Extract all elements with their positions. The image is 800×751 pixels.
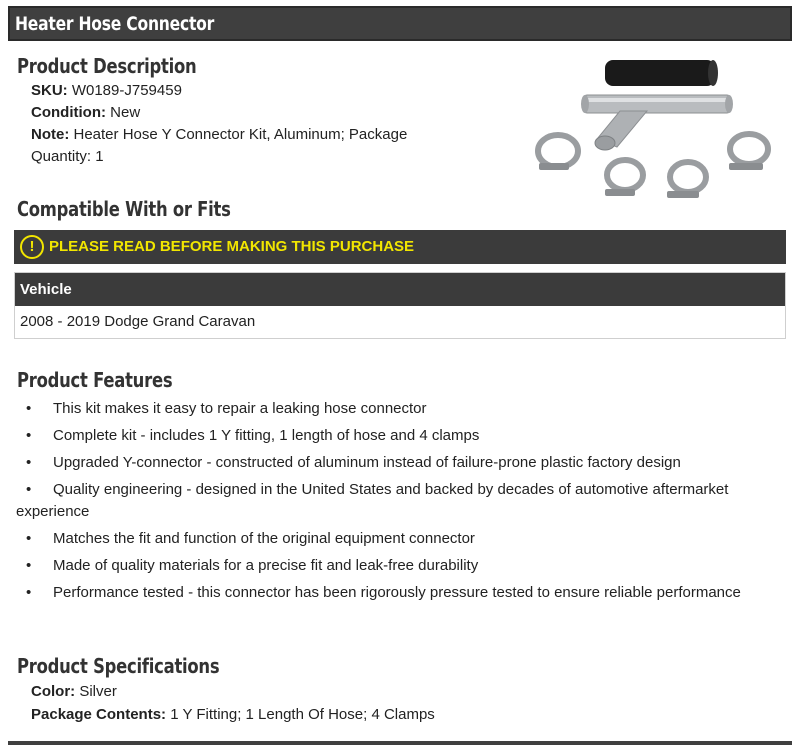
bottom-divider (8, 741, 792, 745)
hose-image (605, 60, 715, 86)
list-item (16, 398, 786, 420)
product-image (525, 55, 795, 215)
package-contents-label: Package Contents: (31, 706, 167, 723)
bullet-icon: • (26, 557, 32, 574)
vehicle-table (14, 272, 786, 339)
package-contents-row (31, 706, 435, 723)
list-item (16, 479, 786, 523)
bullet-icon: • (26, 400, 32, 417)
warning-icon: ! (20, 235, 44, 259)
sku-row (31, 82, 182, 99)
page-title: Heater Hose Connector (15, 13, 215, 35)
product-specifications-heading: Product Specifications (17, 654, 220, 678)
list-item (16, 582, 786, 604)
features-list (16, 398, 786, 609)
bullet-icon: • (26, 584, 32, 601)
product-description-heading: Product Description (17, 54, 197, 78)
condition-row (31, 104, 140, 121)
note-row (31, 126, 407, 143)
list-item (16, 452, 786, 474)
feature-text: Made of quality materials for a precise fit and leak-free durability (53, 557, 479, 574)
y-fitting-image (581, 95, 733, 150)
product-features-heading: Product Features (17, 368, 173, 392)
color-row (31, 683, 117, 700)
package-contents-value: 1 Y Fitting; 1 Length Of Hose; 4 Clamps (170, 706, 435, 723)
feature-text: This kit makes it easy to repair a leaking hose connector (53, 400, 427, 417)
feature-text: Matches the fit and function of the original equipment connector (53, 530, 475, 547)
warning-text: PLEASE READ BEFORE MAKING THIS PURCHASE (49, 238, 415, 255)
note-value: Heater Hose Y Connector Kit, Aluminum; Package (73, 126, 408, 143)
bullet-icon: • (26, 454, 32, 471)
condition-label: Condition: (31, 104, 106, 121)
bullet-icon: • (26, 481, 32, 498)
color-label: Color: (31, 683, 76, 700)
compatible-heading: Compatible With or Fits (17, 197, 231, 221)
list-item (16, 555, 786, 577)
bullet-icon: • (26, 530, 32, 547)
sku-label: SKU: (31, 82, 68, 99)
page-title-bar (8, 6, 792, 41)
feature-text: Performance tested - this connector has been rigorously pressure tested to ensure reliable performance (53, 584, 741, 601)
note-continued: Quantity: 1 (31, 148, 104, 165)
condition-value: New (110, 104, 141, 121)
list-item (16, 425, 786, 447)
note-label: Note: (31, 126, 70, 143)
feature-text: Complete kit - includes 1 Y fitting, 1 length of hose and 4 clamps (53, 427, 480, 444)
feature-text: Quality engineering - designed in the United States and backed by decades of automotive aftermarket experience (16, 481, 729, 520)
bullet-icon: • (26, 427, 32, 444)
feature-text: Upgraded Y-connector - constructed of aluminum instead of failure-prone plastic factory design (53, 454, 681, 471)
sku-value: W0189-J759459 (71, 82, 182, 99)
list-item (16, 528, 786, 550)
vehicle-table-row: 2008 - 2019 Dodge Grand Caravan (20, 313, 256, 330)
color-value: Silver (79, 683, 117, 700)
vehicle-table-header: Vehicle (15, 273, 785, 306)
purchase-warning-banner (14, 230, 786, 264)
